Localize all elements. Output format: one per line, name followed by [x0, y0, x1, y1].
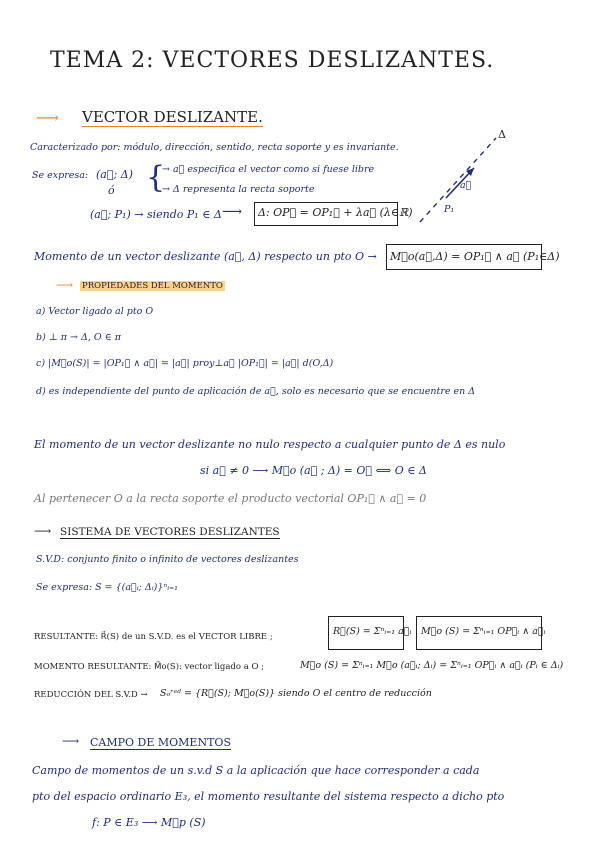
section-heading-vector: VECTOR DESLIZANTE. [82, 108, 263, 126]
momento-resultante-text: MOMENTO RESULTANTE: M⃗o(S): vector ligado a O ; [34, 662, 264, 672]
arrow-icon: ⟶ [222, 204, 243, 220]
campo-heading: CAMPO DE MOMENTOS [90, 736, 231, 749]
propiedad-d: d) es independiente del punto de aplicación de a⃗, solo es necesario que se encuentre en Δ [36, 386, 476, 397]
svd-expresa: Se expresa: S = {(a⃗ᵢ; Δᵢ)}ⁿᵢ₌₁ [36, 582, 178, 593]
propiedad-b: b) ⊥ π → Δ, O ∈ π [36, 332, 122, 343]
brace-icon: { [146, 160, 166, 195]
propiedad-a: a) Vector ligado al pto O [36, 306, 154, 317]
resultante-text: RESULTANTE: R⃗(S) de un S.V.D. es el VECTOR LIBRE ; [34, 632, 273, 642]
recta-equation: Δ: OP⃗ = OP₁⃗ + λa⃗ (λ∈ℝ) [258, 206, 413, 219]
arrow-icon: ⟶ [56, 278, 74, 292]
arrow-icon: ⟶ [36, 108, 59, 127]
momento-equation: M⃗o(a⃗,Δ) = OP₁⃗ ∧ a⃗ (P₁∈Δ) [390, 250, 560, 263]
diagram-p-label: P₁ [444, 204, 455, 215]
pair-a-delta: (a⃗; Δ) [96, 168, 133, 181]
nulo-line-1: El momento de un vector deslizante no nulo respecto a cualquier punto de Δ es nulo [34, 438, 506, 451]
momento-text: Momento de un vector deslizante (a⃗, Δ) respecto un pto O → [34, 250, 377, 263]
resultante-equation: R⃗(S) = Σⁿᵢ₌₁ a⃗ᵢ [333, 626, 412, 637]
arrow-icon: ⟶ [34, 524, 52, 538]
campo-line-1: Campo de momentos de un s.v.d S a la aplicación que hace corresponder a cada [32, 764, 480, 777]
svd-definition: S.V.D: conjunto finito o infinito de vectores deslizantes [36, 554, 299, 565]
page-title: TEMA 2: VECTORES DESLIZANTES. [50, 48, 495, 73]
expresa-line-1: → a⃗ especifica el vector como si fuese libre [162, 164, 375, 175]
or-text: ó [108, 184, 115, 197]
caracterizado-text: Caracterizado por: módulo, dirección, sentido, recta soporte y es invariante. [30, 142, 399, 153]
expresa-line-2: → Δ representa la recta soporte [162, 184, 315, 195]
campo-line-2: pto del espacio ordinario E₃, el momento resultante del sistema respecto a dicho pto [32, 790, 505, 803]
propiedades-heading: PROPIEDADES DEL MOMENTO [82, 281, 223, 291]
nulo-line-3: Al pertenecer O a la recta soporte el producto vectorial OP₁⃗ ∧ a⃗ = 0 [34, 492, 427, 505]
campo-line-3: f: P ∈ E₃ ⟶ M⃗p (S) [92, 816, 206, 829]
momento-resultante-equation: M⃗o (S) = Σⁿᵢ₌₁ M⃗o (a⃗ᵢ; Δᵢ) = Σⁿᵢ₌₁ OP⃗ᵢ ∧ a⃗ᵢ (Pᵢ ∈ Δᵢ) [300, 660, 564, 671]
arrow-icon: ⟶ [62, 734, 80, 748]
reduccion-text: REDUCCIÓN DEL S.V.D → [34, 690, 148, 700]
momento-sistema-equation: M⃗o (S) = Σⁿᵢ₌₁ OP⃗ᵢ ∧ a⃗ᵢ [421, 626, 546, 637]
pair-a-p1: (a⃗; P₁) → siendo P₁ ∈ Δ [90, 208, 222, 221]
diagram-delta-label: Δ [498, 128, 506, 141]
nulo-line-2: si a⃗ ≠ 0 ⟶ M⃗o (a⃗ ; Δ) = O⃗ ⟺ O ∈ Δ [200, 464, 427, 477]
se-expresa-label: Se expresa: [32, 170, 89, 181]
reduccion-equation: Sₒʳᵉᵈ = {R⃗(S); M⃗o(S)} siendo O el centro de reducción [160, 688, 432, 699]
propiedad-c: c) |M⃗o(S)| = |OP₁⃗ ∧ a⃗| = |a⃗| proy⊥a⃗ |OP₁⃗| = |a⃗| d(O,Δ) [36, 358, 334, 369]
sistema-heading: SISTEMA DE VECTORES DESLIZANTES [60, 526, 280, 538]
diagram-a-label: a⃗ [460, 180, 472, 191]
